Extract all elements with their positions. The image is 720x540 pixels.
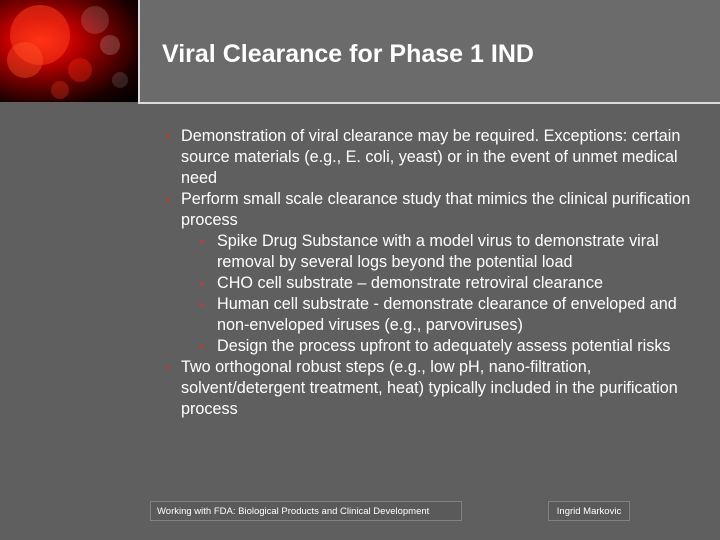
square-bullet-icon: ▪ <box>166 131 170 143</box>
bullet-text: Design the process upfront to adequately assess potential risks <box>217 337 671 355</box>
bullet-item <box>160 357 705 420</box>
sub-bullet-item <box>160 294 705 336</box>
footer-author: Ingrid Markovic <box>548 501 630 521</box>
header-divider <box>138 102 720 104</box>
bullet-text: Two orthogonal robust steps (e.g., low pH, nano-filtration, solvent/detergent treatment, heat) typically included in the purification process <box>181 358 678 418</box>
bullet-list <box>160 126 705 420</box>
bullet-item <box>160 126 705 189</box>
footer-title: Working with FDA: Biological Products and Clinical Development <box>150 501 462 521</box>
square-bullet-icon: ▪ <box>166 194 170 206</box>
square-bullet-icon: ▪ <box>200 236 204 248</box>
square-bullet-icon: ▪ <box>200 278 204 290</box>
bullet-text: Human cell substrate - demonstrate clearance of enveloped and non-enveloped viruses (e.g., parvoviruses) <box>217 295 677 334</box>
bullet-text: CHO cell substrate – demonstrate retroviral clearance <box>217 274 603 292</box>
logo-image <box>0 0 138 102</box>
sub-bullet-item <box>160 231 705 273</box>
bullet-text: Spike Drug Substance with a model virus to demonstrate viral removal by several logs beyond the potential load <box>217 232 659 271</box>
bullet-text: Demonstration of viral clearance may be required. Exceptions: certain source materials (e.g., E. coli, yeast) or in the event of unmet medical need <box>181 127 681 187</box>
square-bullet-icon: ▪ <box>200 341 204 353</box>
header-divider-vertical <box>138 0 140 104</box>
slide-title: Viral Clearance for Phase 1 IND <box>162 40 534 68</box>
square-bullet-icon: ▪ <box>166 362 170 374</box>
sub-bullet-item <box>160 273 705 294</box>
sub-bullet-item <box>160 336 705 357</box>
bullet-item <box>160 189 705 231</box>
square-bullet-icon: ▪ <box>200 299 204 311</box>
bullet-text: Perform small scale clearance study that mimics the clinical purification process <box>181 190 691 229</box>
